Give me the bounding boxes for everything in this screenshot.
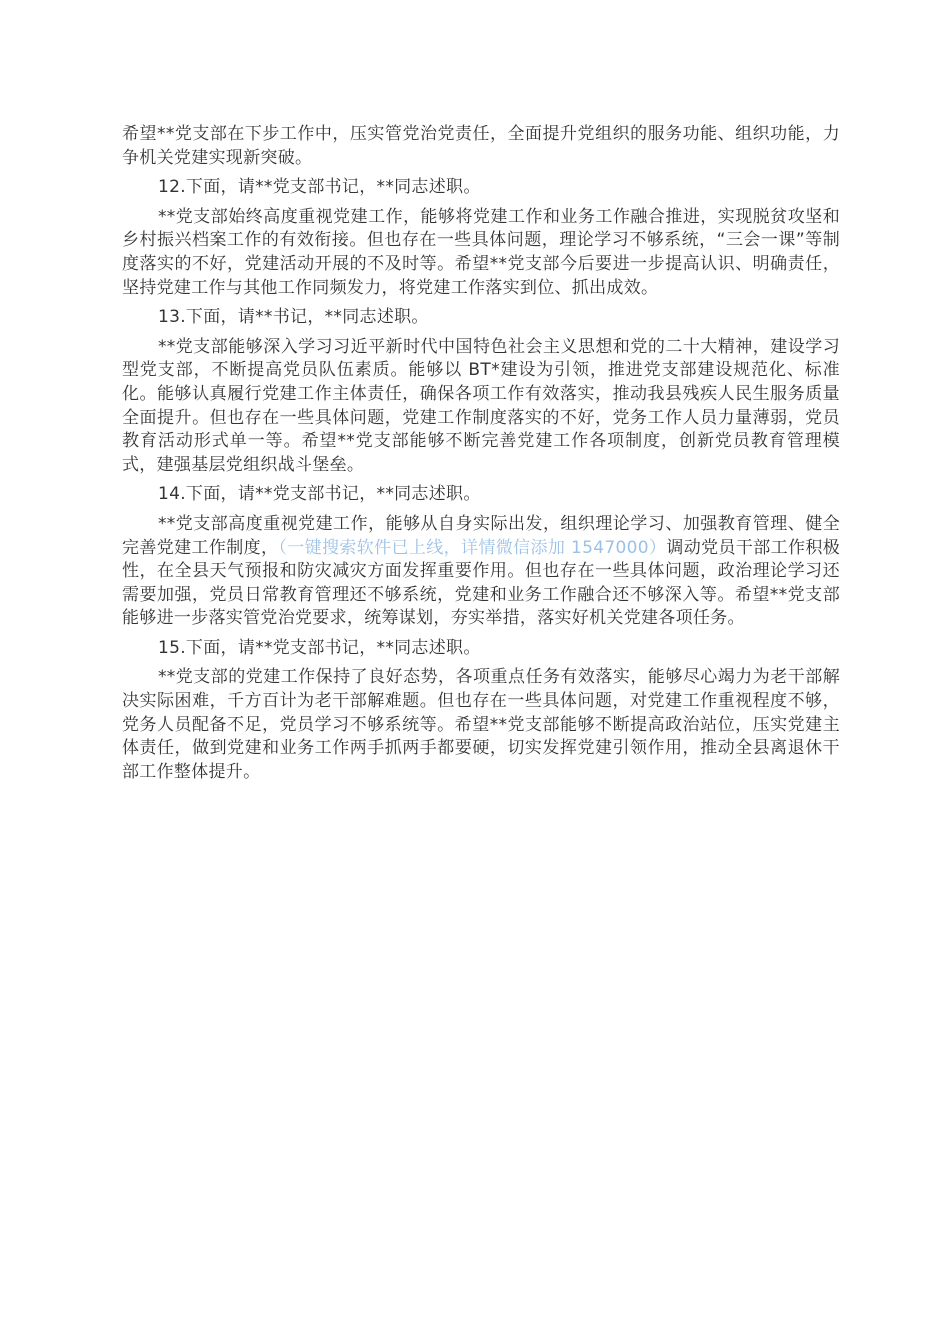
paragraph-item-14-text-before: **党支部高度重视党建工作，能够从自身实际出发，组织理论学习、加强教育管理、健全完善党建工作制度， xyxy=(122,513,840,558)
document-body xyxy=(122,123,840,790)
paragraph-item-12: **党支部始终高度重视党建工作，能够将党建工作和业务工作融合推进，实现脱贫攻坚和乡村振兴档案工作的有效衔接。但也存在一些具体问题，理论学习不够系统，“三会一课”等制度落实的不好，党建活动开展的不及时等。希望**党支部今后要进一步提高认识、明确责任，坚持党建工作与其他工作同频发力，将党建工作落实到位、抓出成效。 xyxy=(122,206,840,298)
paragraph-item-13: **党支部能够深入学习习近平新时代中国特色社会主义思想和党的二十大精神，建设学习型党支部，不断提高党员队伍素质。能够以 BT*建设为引领，推进党支部建设规范化、标准化。能够认真履行党建工作主体责任，确保各项工作有效落实，推动我县残疾人民生服务质量全面提升。但也存在一些具体问题，党建工作制度落实的不好，党务工作人员力量薄弱，党员教育活动形式单一等。希望**党支部能够不断完善党建工作各项制度，创新党员教育管理模式，建强基层党组织战斗堡垒。 xyxy=(122,336,840,475)
heading-item-15: 15.下面，请**党支部书记，**同志述职。 xyxy=(158,637,481,658)
heading-item-12: 12.下面，请**党支部书记，**同志述职。 xyxy=(158,177,481,198)
paragraph-continuation: 希望**党支部在下步工作中，压实管党治党责任，全面提升党组织的服务功能、组织功能，力争机关党建实现新突破。 xyxy=(122,124,840,168)
paragraph-item-14-text-after: 调动党员干部工作积极性，在全县天气预报和防灾减灾方面发挥重要作用。但也存在一些具体问题，政治理论学习还需要加强，党员日常教育管理还不够系统，党建和业务工作融合还不够深入等。希望**党支部能够进一步落实管党治党要求，统筹谋划，夯实举措，落实好机关党建各项任务。 xyxy=(122,537,841,629)
heading-item-14: 14.下面，请**党支部书记，**同志述职。 xyxy=(158,484,481,505)
paragraph-item-15: **党支部的党建工作保持了良好态势，各项重点任务有效落实，能够尽心竭力为老干部解决实际困难，千方百计为老干部解难题。但也存在一些具体问题，对党建工作重视程度不够，党务人员配备不足，党员学习不够系统等。希望**党支部能够不断提高政治站位，压实党建主体责任，做到党建和业务工作两手抓两手都要硬，切实发挥党建引领作用，推动全县离退休干部工作整体提升。 xyxy=(122,667,840,782)
promo-note: （一键搜索软件已上线，详情微信添加 1547000） xyxy=(278,537,667,558)
paragraph-item-14 xyxy=(122,513,840,631)
heading-item-13: 13.下面，请**书记，**同志述职。 xyxy=(158,307,429,328)
